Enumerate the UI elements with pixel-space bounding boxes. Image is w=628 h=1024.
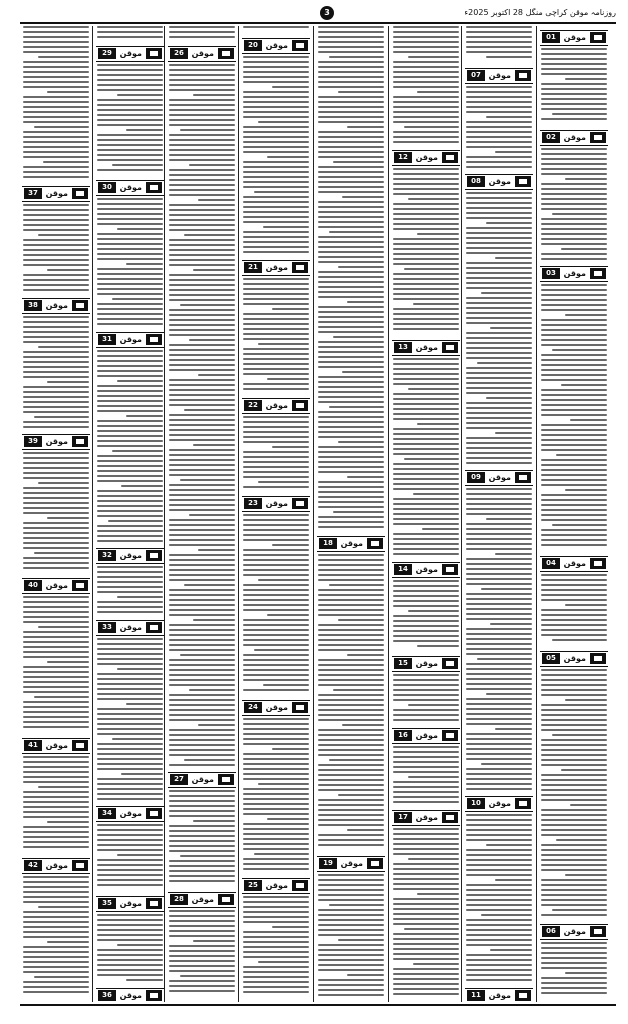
notice-title: موقن bbox=[191, 895, 214, 904]
column-7 bbox=[94, 26, 166, 1002]
notice-header bbox=[242, 878, 310, 894]
notice-header bbox=[392, 340, 460, 356]
notice-header bbox=[540, 924, 608, 940]
notice-text bbox=[97, 566, 163, 616]
notice-text bbox=[393, 746, 459, 806]
newspaper-logo-icon bbox=[146, 334, 162, 345]
notice-number: 09 bbox=[467, 472, 485, 483]
newspaper-logo-icon bbox=[146, 550, 162, 561]
notice-title: موقن bbox=[45, 189, 68, 198]
notice-title: موقن bbox=[488, 71, 511, 80]
notice-text bbox=[243, 718, 309, 873]
notice-header bbox=[168, 892, 236, 908]
notice-title: موقن bbox=[45, 581, 68, 590]
notice-text bbox=[97, 26, 163, 41]
notice-text bbox=[243, 896, 309, 996]
notice-text bbox=[23, 756, 89, 851]
column-4 bbox=[315, 26, 387, 1002]
notice-header bbox=[96, 332, 164, 348]
newspaper-logo-icon bbox=[442, 812, 458, 823]
newspaper-logo-icon bbox=[515, 798, 531, 809]
notice-header bbox=[242, 700, 310, 716]
notice-number: 14 bbox=[394, 564, 412, 575]
notice-header bbox=[540, 651, 608, 667]
notice-text bbox=[169, 64, 235, 769]
notice-number: 33 bbox=[98, 622, 116, 633]
column-2 bbox=[463, 26, 535, 1002]
notice-text bbox=[243, 416, 309, 491]
notice-text bbox=[318, 26, 384, 531]
notice-text bbox=[541, 669, 607, 919]
notice-text bbox=[466, 814, 532, 984]
notice-title: موقن bbox=[265, 703, 288, 712]
notice-header bbox=[96, 548, 164, 564]
notice-text bbox=[23, 26, 89, 181]
notice-number: 32 bbox=[98, 550, 116, 561]
notice-text bbox=[318, 554, 384, 849]
notice-number: 13 bbox=[394, 342, 412, 353]
notice-title: موقن bbox=[488, 991, 511, 1000]
column-1 bbox=[538, 26, 610, 1002]
notice-header bbox=[540, 30, 608, 46]
notice-text bbox=[541, 148, 607, 263]
column-3 bbox=[390, 26, 462, 1002]
notice-title: موقن bbox=[265, 499, 288, 508]
notice-number: 23 bbox=[244, 498, 262, 509]
notice-number: 16 bbox=[394, 730, 412, 741]
notice-header bbox=[22, 858, 90, 874]
notice-number: 25 bbox=[244, 880, 262, 891]
notice-text bbox=[393, 674, 459, 724]
newspaper-logo-icon bbox=[218, 774, 234, 785]
newspaper-logo-icon bbox=[72, 436, 88, 447]
notice-text bbox=[23, 316, 89, 431]
notice-number: 37 bbox=[24, 188, 42, 199]
footer-rule bbox=[20, 1004, 616, 1006]
notice-number: 07 bbox=[467, 70, 485, 81]
newspaper-logo-icon bbox=[146, 808, 162, 819]
notice-header bbox=[465, 988, 533, 1002]
notice-text bbox=[393, 26, 459, 146]
notice-title: موقن bbox=[45, 861, 68, 870]
notice-number: 24 bbox=[244, 702, 262, 713]
notice-header bbox=[465, 470, 533, 486]
notice-title: موقن bbox=[119, 49, 142, 58]
masthead-rule bbox=[20, 22, 616, 24]
notice-title: موقن bbox=[415, 565, 438, 574]
notice-number: 34 bbox=[98, 808, 116, 819]
notice-number: 38 bbox=[24, 300, 42, 311]
notice-number: 06 bbox=[542, 926, 560, 937]
notice-number: 11 bbox=[467, 990, 485, 1001]
notice-header bbox=[540, 266, 608, 282]
notice-number: 30 bbox=[98, 182, 116, 193]
column-rule bbox=[92, 26, 93, 1002]
notice-text bbox=[466, 86, 532, 171]
page-number: 3 bbox=[320, 6, 334, 20]
column-rule bbox=[536, 26, 537, 1002]
notice-header bbox=[317, 536, 385, 552]
newspaper-logo-icon bbox=[590, 32, 606, 43]
newspaper-logo-icon bbox=[292, 400, 308, 411]
newspaper-logo-icon bbox=[590, 653, 606, 664]
newspaper-logo-icon bbox=[590, 926, 606, 937]
notice-number: 27 bbox=[170, 774, 188, 785]
notice-header bbox=[392, 656, 460, 672]
notice-number: 39 bbox=[24, 436, 42, 447]
newspaper-logo-icon bbox=[590, 132, 606, 143]
notice-text bbox=[393, 580, 459, 650]
notice-number: 26 bbox=[170, 48, 188, 59]
notice-text bbox=[243, 26, 309, 31]
notice-header bbox=[96, 896, 164, 912]
notice-title: موقن bbox=[415, 343, 438, 352]
notice-header bbox=[392, 728, 460, 744]
notice-title: موقن bbox=[563, 654, 586, 663]
notice-number: 12 bbox=[394, 152, 412, 163]
newspaper-logo-icon bbox=[367, 538, 383, 549]
notice-title: موقن bbox=[488, 177, 511, 186]
notice-title: موقن bbox=[265, 263, 288, 272]
notice-header bbox=[96, 180, 164, 196]
newspaper-logo-icon bbox=[72, 860, 88, 871]
notice-title: موقن bbox=[119, 551, 142, 560]
notice-title: موقن bbox=[563, 133, 586, 142]
notice-text bbox=[393, 168, 459, 333]
notice-header bbox=[22, 434, 90, 450]
notice-title: موقن bbox=[119, 809, 142, 818]
notice-title: موقن bbox=[415, 813, 438, 822]
notice-title: موقن bbox=[563, 927, 586, 936]
newspaper-logo-icon bbox=[442, 564, 458, 575]
notice-text bbox=[23, 204, 89, 294]
notice-header bbox=[540, 130, 608, 146]
notice-number: 18 bbox=[319, 538, 337, 549]
notice-text bbox=[243, 514, 309, 694]
notice-number: 35 bbox=[98, 898, 116, 909]
newspaper-logo-icon bbox=[72, 300, 88, 311]
notice-header bbox=[168, 772, 236, 788]
notice-header bbox=[465, 68, 533, 84]
notice-header bbox=[465, 174, 533, 190]
notice-title: موقن bbox=[119, 991, 142, 1000]
notice-text bbox=[243, 56, 309, 256]
notice-text bbox=[23, 876, 89, 996]
notice-number: 40 bbox=[24, 580, 42, 591]
notice-text bbox=[97, 64, 163, 174]
notice-number: 05 bbox=[542, 653, 560, 664]
newspaper-logo-icon bbox=[292, 702, 308, 713]
notice-number: 42 bbox=[24, 860, 42, 871]
notice-number: 41 bbox=[24, 740, 42, 751]
column-5 bbox=[240, 26, 312, 1002]
newspaper-logo-icon bbox=[442, 730, 458, 741]
newspaper-logo-icon bbox=[218, 48, 234, 59]
notice-title: موقن bbox=[340, 539, 363, 548]
notice-title: موقن bbox=[265, 401, 288, 410]
notice-number: 29 bbox=[98, 48, 116, 59]
notice-text bbox=[23, 452, 89, 572]
newspaper-logo-icon bbox=[72, 580, 88, 591]
notice-header bbox=[317, 856, 385, 872]
newspaper-logo-icon bbox=[146, 990, 162, 1001]
notice-header bbox=[96, 620, 164, 636]
notice-text bbox=[243, 278, 309, 393]
newspaper-logo-icon bbox=[292, 498, 308, 509]
notice-number: 21 bbox=[244, 262, 262, 273]
notice-text bbox=[23, 596, 89, 731]
notice-text bbox=[393, 828, 459, 998]
notice-number: 03 bbox=[542, 268, 560, 279]
notice-text bbox=[541, 48, 607, 123]
newspaper-logo-icon bbox=[442, 342, 458, 353]
notice-title: موقن bbox=[415, 153, 438, 162]
notice-text bbox=[169, 790, 235, 885]
notice-text bbox=[97, 638, 163, 803]
notice-header bbox=[242, 38, 310, 54]
notice-title: موقن bbox=[191, 49, 214, 58]
notice-header bbox=[96, 46, 164, 62]
notice-title: موقن bbox=[415, 731, 438, 740]
newspaper-logo-icon bbox=[146, 898, 162, 909]
notice-header bbox=[392, 150, 460, 166]
column-rule bbox=[388, 26, 389, 1002]
notice-header bbox=[242, 496, 310, 512]
newspaper-logo-icon bbox=[367, 858, 383, 869]
notice-title: موقن bbox=[45, 741, 68, 750]
column-6 bbox=[166, 26, 238, 1002]
newspaper-logo-icon bbox=[72, 740, 88, 751]
notice-title: موقن bbox=[45, 437, 68, 446]
notice-title: موقن bbox=[119, 183, 142, 192]
notice-number: 02 bbox=[542, 132, 560, 143]
notice-title: موقن bbox=[340, 859, 363, 868]
column-rule bbox=[313, 26, 314, 1002]
newspaper-logo-icon bbox=[515, 472, 531, 483]
notice-number: 20 bbox=[244, 40, 262, 51]
newspaper-logo-icon bbox=[515, 990, 531, 1001]
notice-title: موقن bbox=[265, 41, 288, 50]
newspaper-logo-icon bbox=[590, 268, 606, 279]
newspaper-logo-icon bbox=[146, 622, 162, 633]
masthead bbox=[20, 6, 616, 22]
notice-title: موقن bbox=[119, 899, 142, 908]
notice-text bbox=[466, 26, 532, 61]
notice-number: 28 bbox=[170, 894, 188, 905]
notice-text bbox=[97, 824, 163, 889]
notice-number: 01 bbox=[542, 32, 560, 43]
newspaper-logo-icon bbox=[292, 262, 308, 273]
masthead-title: روزنامہ موقن کراچی منگل 28 اکتوبر 2025ء bbox=[464, 8, 616, 17]
notice-title: موقن bbox=[488, 799, 511, 808]
newspaper-logo-icon bbox=[442, 658, 458, 669]
notice-header bbox=[96, 806, 164, 822]
newspaper-logo-icon bbox=[72, 188, 88, 199]
newspaper-logo-icon bbox=[146, 182, 162, 193]
notice-header bbox=[392, 562, 460, 578]
notice-text bbox=[97, 914, 163, 984]
newspaper-logo-icon bbox=[515, 70, 531, 81]
notice-number: 17 bbox=[394, 812, 412, 823]
newspaper-logo-icon bbox=[146, 48, 162, 59]
notice-title: موقن bbox=[119, 623, 142, 632]
notice-text bbox=[97, 350, 163, 545]
newspaper-logo-icon bbox=[292, 880, 308, 891]
notice-number: 04 bbox=[542, 558, 560, 569]
notice-header bbox=[242, 398, 310, 414]
notice-number: 31 bbox=[98, 334, 116, 345]
notice-number: 22 bbox=[244, 400, 262, 411]
notice-text bbox=[541, 284, 607, 549]
notice-title: موقن bbox=[119, 335, 142, 344]
notice-text bbox=[466, 192, 532, 467]
newspaper-logo-icon bbox=[515, 176, 531, 187]
notice-text bbox=[169, 910, 235, 995]
notice-title: موقن bbox=[415, 659, 438, 668]
notice-title: موقن bbox=[563, 269, 586, 278]
notice-header bbox=[22, 298, 90, 314]
notice-title: موقن bbox=[265, 881, 288, 890]
notice-header bbox=[22, 578, 90, 594]
notice-header bbox=[22, 186, 90, 202]
notice-header bbox=[168, 46, 236, 62]
column-8 bbox=[20, 26, 92, 1002]
notice-header bbox=[22, 738, 90, 754]
notice-text bbox=[541, 574, 607, 644]
column-rule bbox=[238, 26, 239, 1002]
newspaper-logo-icon bbox=[590, 558, 606, 569]
notice-text bbox=[97, 198, 163, 328]
notice-text bbox=[466, 488, 532, 793]
notice-title: موقن bbox=[488, 473, 511, 482]
newspaper-logo-icon bbox=[442, 152, 458, 163]
notice-header bbox=[392, 810, 460, 826]
notice-text bbox=[169, 26, 235, 41]
notice-title: موقن bbox=[45, 301, 68, 310]
notice-text bbox=[393, 358, 459, 558]
notice-text bbox=[318, 874, 384, 999]
newspaper-logo-icon bbox=[218, 894, 234, 905]
newspaper-logo-icon bbox=[292, 40, 308, 51]
notice-number: 36 bbox=[98, 990, 116, 1001]
notice-header bbox=[96, 988, 164, 1002]
notice-text bbox=[541, 942, 607, 997]
notice-header bbox=[540, 556, 608, 572]
notice-number: 08 bbox=[467, 176, 485, 187]
notice-header bbox=[242, 260, 310, 276]
notice-title: موقن bbox=[563, 559, 586, 568]
notice-header bbox=[465, 796, 533, 812]
notice-title: موقن bbox=[563, 33, 586, 42]
notice-number: 15 bbox=[394, 658, 412, 669]
notice-title: موقن bbox=[191, 775, 214, 784]
notice-number: 19 bbox=[319, 858, 337, 869]
notice-number: 10 bbox=[467, 798, 485, 809]
